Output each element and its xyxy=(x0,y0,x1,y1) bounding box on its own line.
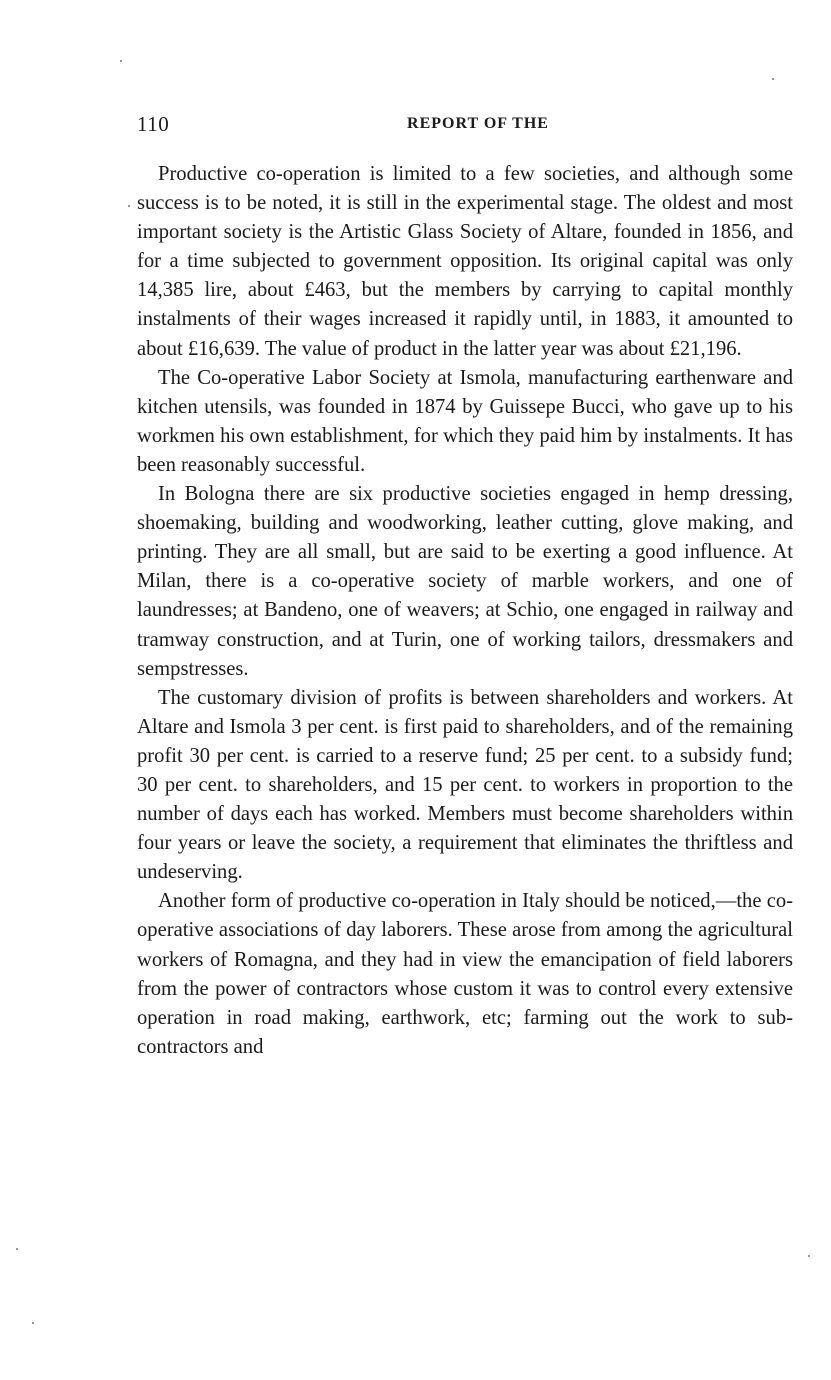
scan-speck xyxy=(808,1255,810,1257)
paragraph-productive-cooperation: Productive co-operation is limited to a few societies, and although some success is to be noted, it is still in the experimental stage. The oldest and most important society is the Artistic Glass Society of Altare, founded in 1856, and for a time subjected to government opposition. Its original capital was only 14,385 lire, about £463, but the members by carrying to capital monthly instalments of their wages increased it rapidly until, in 1883, it amounted to about £16,639. The value of product in the latter year was about £21,196. xyxy=(137,163,793,360)
page-header xyxy=(137,112,793,138)
body-text xyxy=(137,160,793,1062)
paragraph-bologna-societies: In Bologna there are six productive societies engaged in hemp dressing, shoemaking, building and woodworking, leather cutting, glove making, and printing. They are all small, but are said to be exerting a good influence. At Milan, there is a co-operative society of marble workers, and one of laundresses; at Bandeno, one of weavers; at Schio, one engaged in railway and tramway construction, and at Turin, one of working tailors, dressmakers and sempstresses. xyxy=(137,483,793,680)
page-number: 110 xyxy=(137,112,170,136)
scan-speck xyxy=(772,78,774,80)
paragraph-ismola-society: The Co-operative Labor Society at Ismola, manufacturing earthenware and kitchen utensils, was founded in 1874 by Guissepe Bucci, who gave up to his workmen his own establishment, for which they paid him by instalments. It has been reasonably successful. xyxy=(137,366,793,476)
scan-speck xyxy=(128,205,130,207)
scan-speck xyxy=(16,1248,18,1250)
paragraph-division-of-profits: The customary division of profits is between shareholders and workers. At Altare and Ismola 3 per cent. is first paid to shareholders, and of the remaining profit 30 per cent. is carried to a reserve fund; 25 per cent. to a subsidy fund; 30 per cent. to shareholders, and 15 per cent. to workers in proportion to the number of days each has worked. Members must become shareholders within four years or leave the society, a requirement that eliminates the thriftless and undeserving. xyxy=(137,686,793,884)
scan-speck xyxy=(32,1322,34,1324)
scan-speck xyxy=(120,60,122,62)
paragraph-day-laborers: Another form of productive co-operation in Italy should be noticed,—the co-operative associations of day laborers. These arose from among the agricultural workers of Romagna, and they had in view the emancipation of field laborers from the power of contractors whose custom it was to control every extensive operation in road making, earthwork, etc; farming out the work to sub-contractors and xyxy=(137,890,793,1058)
running-head: REPORT OF THE xyxy=(407,115,549,132)
